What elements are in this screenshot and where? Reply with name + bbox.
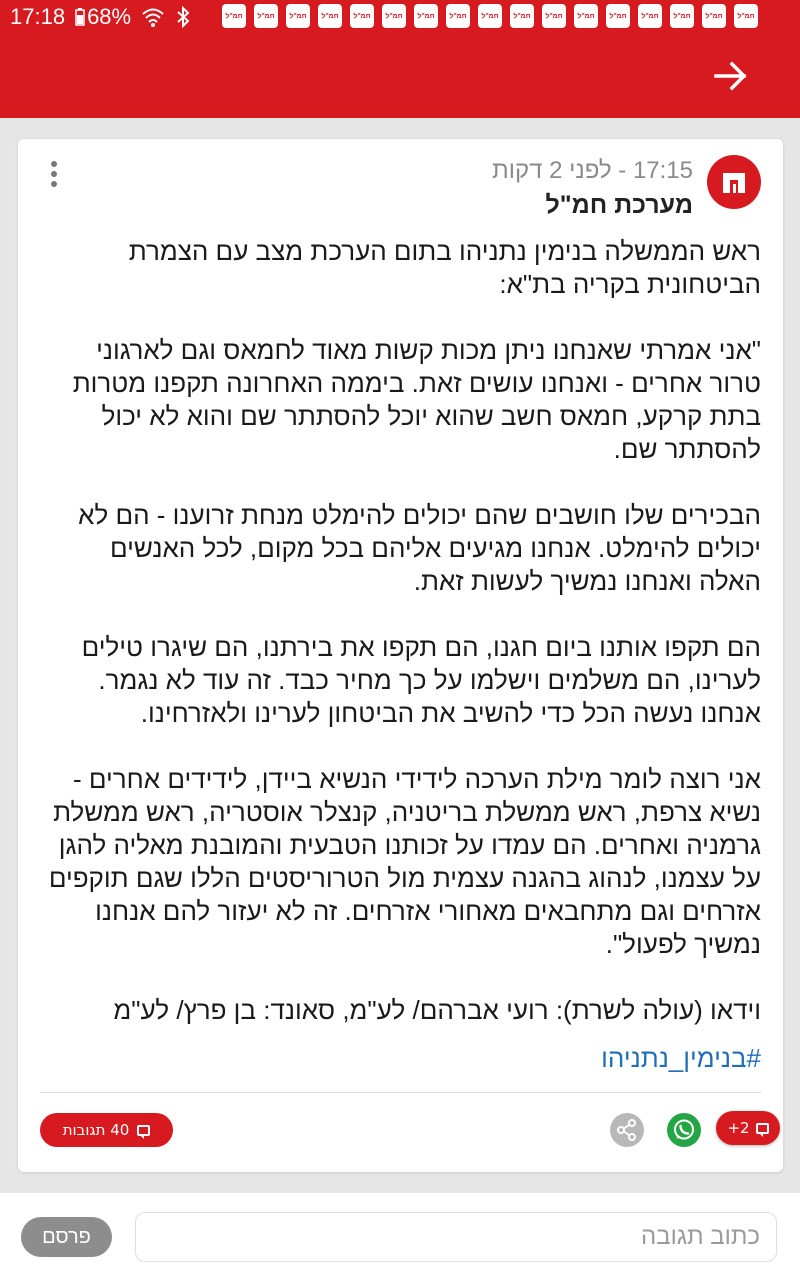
post-paragraph: הבכירים שלו חושבים שהם יכולים להימלט מנחת זרוענו - הם לא יכולים להימלט. אנחנו מגיעים אליהם בכל מקום, לכל האנשים האלה ואנחנו נמשיך לעשות זאת. [78,500,761,596]
comments-button[interactable] [40,1113,173,1147]
comment-bar [0,1193,800,1280]
status-time: 17:18 [10,4,66,29]
notification-app-icon: חמ"ל [350,4,374,28]
notification-app-icon: חמ"ל [606,4,630,28]
notification-app-icon: חמ"ל [734,4,758,28]
back-arrow-icon[interactable] [712,58,748,94]
battery-icon [75,8,85,26]
share-button[interactable] [610,1113,644,1147]
hashtag-link[interactable]: #בנימין_נתניהו [601,1043,761,1073]
post-card [18,139,783,1172]
author-avatar[interactable] [707,155,761,209]
more-vert-icon[interactable] [48,161,60,187]
comment-bubble-icon [137,1125,150,1136]
post-meta [492,157,693,220]
notification-icons [222,4,758,28]
post-time: 17:15 - לפני 2 דקות [492,157,693,184]
more-comments-button[interactable] [716,1111,780,1145]
notification-app-icon: חמ"ל [222,4,246,28]
notification-app-icon: חמ"ל [382,4,406,28]
whatsapp-icon [667,1113,701,1147]
plus-count: +2 [727,1119,750,1137]
comment-bubble-icon [756,1123,769,1134]
battery-percent: 68% [87,4,132,29]
post-paragraph: ראש הממשלה בנימין נתניהו בתום הערכת מצב עם הצמרת הביטחונית בקריה בת"א: [128,236,761,299]
publish-button[interactable]: פרסם [21,1217,112,1257]
notification-app-icon: חמ"ל [446,4,470,28]
notification-app-icon: חמ"ל [414,4,438,28]
notification-app-icon: חמ"ל [638,4,662,28]
status-bar [0,0,800,34]
comment-input[interactable] [135,1212,777,1262]
divider [40,1092,761,1093]
bluetooth-icon [175,6,191,28]
notification-app-icon: חמ"ל [510,4,534,28]
notification-app-icon: חמ"ל [670,4,694,28]
notification-app-icon: חמ"ל [318,4,342,28]
notification-app-icon: חמ"ל [478,4,502,28]
notification-app-icon: חמ"ל [286,4,310,28]
notification-app-icon: חמ"ל [542,4,566,28]
notification-app-icon: חמ"ל [254,4,278,28]
wifi-icon [141,6,165,28]
post-author[interactable]: מערכת חמ"ל [545,191,693,219]
notification-app-icon: חמ"ל [574,4,598,28]
post-paragraph: וידאו (עולה לשרת): רועי אברהם/ לע"מ, סאונד: בן פרץ/ לע"מ [113,995,761,1025]
app-bar [0,34,800,118]
brand-logo-icon [719,167,749,197]
whatsapp-share-button[interactable] [667,1113,701,1147]
status-bar-left [10,4,191,30]
post-paragraph: הם תקפו אותנו ביום חגנו, הם תקפו את בירתנו, הם שיגרו טילים לערינו, הם משלמים וישלמו על כך מחיר כבד. זה עוד לא נגמר. אנחנו נעשה הכל כדי להשיב את הביטחון לערינו ולאזרחינו. [81,632,761,728]
battery-indicator [75,4,131,30]
post-paragraph: אני רוצה לומר מילת הערכה לידידי הנשיא ביידן, לידידים אחרים - נשיא צרפת, ראש ממשלת בריטניה, קנצלר אוסטריה, ראש ממשלת גרמניה ואחרים. הם עמדו על זכותנו הטבעית והמובנת מאליה להגן על עצמנו, לנהוג בהגנה עצמית מול הטרוריסטים הללו שגם תוקפים אזרחים וגם מתחבאים מאחורי אזרחים. זה לא יעזור להם אנחנו נמשיך לפעול". [48,764,761,959]
post-paragraph: "אני אמרתי שאנחנו ניתן מכות קשות מאוד לחמאס וגם לארגוני טרור אחרים - ואנחנו עושים זאת. ביממה האחרונה תקפנו מטרות בתת קרקע, חמאס חשב שהוא יוכל להסתתר שם והוא לא יכול להסתתר שם. [72,335,761,464]
comments-count: 40 תגובות [62,1121,130,1139]
post-body [42,235,761,1027]
notification-app-icon: חמ"ל [702,4,726,28]
share-icon [610,1113,644,1147]
